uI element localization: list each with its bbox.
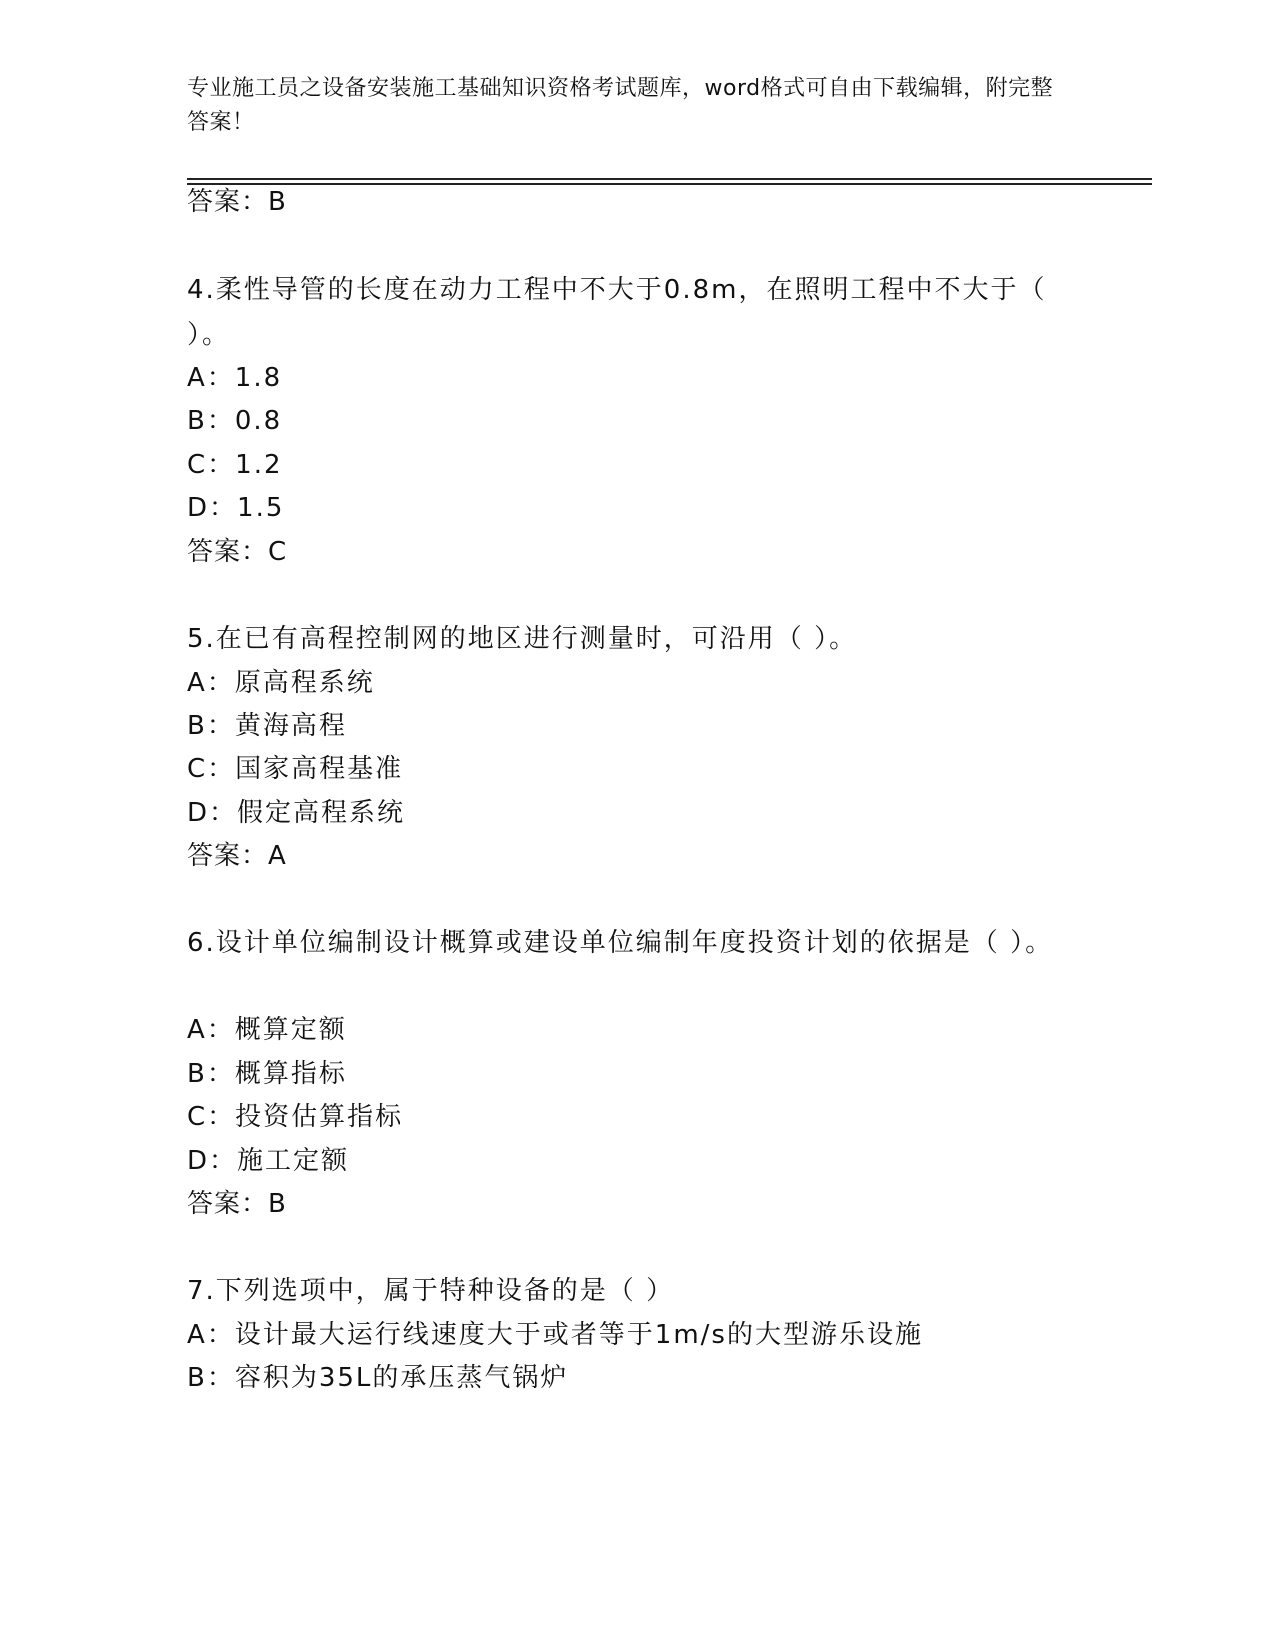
question-6-option-c: C：投资估算指标 xyxy=(187,1102,404,1132)
question-6-option-a: A：概算定额 xyxy=(187,1015,347,1045)
question-7-option-a: A：设计最大运行线速度大于或者等于1m/s的大型游乐设施 xyxy=(187,1320,923,1350)
header-divider-top xyxy=(187,178,1152,180)
question-5-option-b: B：黄海高程 xyxy=(187,711,347,741)
question-4-option-a: A：1.8 xyxy=(187,363,283,393)
answer-line: 答案：B xyxy=(187,187,287,217)
question-6-answer: 答案：B xyxy=(187,1189,287,1219)
question-4-stem: 4.柔性导管的长度在动力工程中不大于0.8m，在照明工程中不大于（ ）。 xyxy=(187,275,1047,350)
question-7-stem: 7.下列选项中，属于特种设备的是（ ） xyxy=(187,1276,675,1306)
question-4-option-d: D：1.5 xyxy=(187,493,285,523)
question-4-option-c: C：1.2 xyxy=(187,450,283,480)
question-6-stem: 6.设计单位编制设计概算或建设单位编制年度投资计划的依据是（ ）。 xyxy=(187,928,1054,958)
question-4-option-b: B：0.8 xyxy=(187,406,283,436)
question-6-option-d: D：施工定额 xyxy=(187,1146,350,1176)
question-5-option-d: D：假定高程系统 xyxy=(187,798,406,828)
question-6-option-b: B：概算指标 xyxy=(187,1059,347,1089)
question-7-option-b: B：容积为35L的承压蒸气锅炉 xyxy=(187,1363,569,1393)
question-5-option-a: A：原高程系统 xyxy=(187,668,375,698)
header-divider-bottom xyxy=(187,183,1152,185)
question-5-option-c: C：国家高程基准 xyxy=(187,754,404,784)
document-header: 专业施工员之设备安装施工基础知识资格考试题库，word格式可自由下载编辑，附完整答案！ xyxy=(187,76,1054,135)
question-5-stem: 5.在已有高程控制网的地区进行测量时，可沿用（ ）。 xyxy=(187,624,858,654)
question-5-answer: 答案：A xyxy=(187,841,287,871)
question-4-answer: 答案：C xyxy=(187,537,288,567)
